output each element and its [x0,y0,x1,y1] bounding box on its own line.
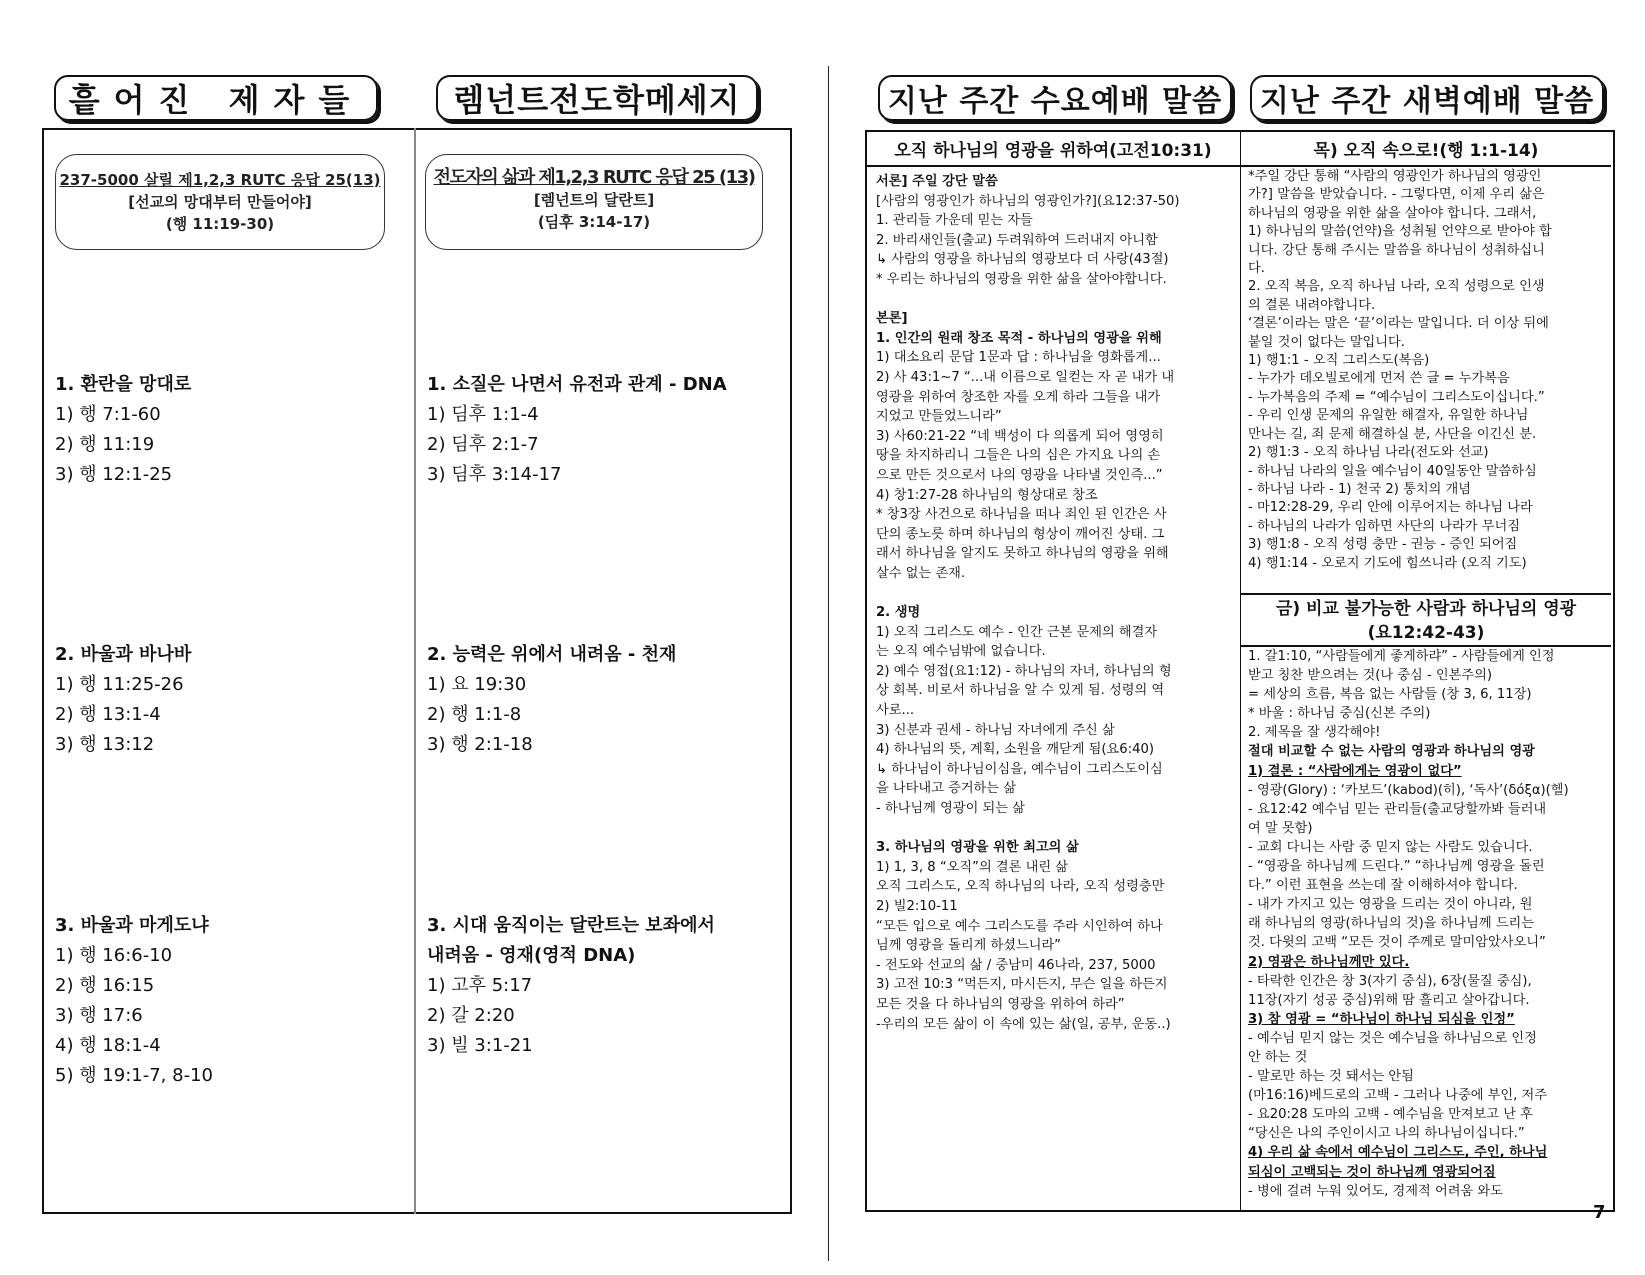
verse-item: 2) 딤후 2:1-7 [427,434,539,455]
sermon-line: - 영광(Glory) : ‘카보드’(kabod)(히), ‘독사’(δόξα)(헬) [1248,782,1569,798]
sermon-line: ↳ 하나님이 하나님이심을, 예수님이 그리스도이심 [876,761,1163,777]
title-dawn-service: 지난 주간 새벽예배 말씀 [1250,75,1604,121]
sermon-line: 만나는 길, 죄 문제 해결하실 분, 사단을 이긴신 분. [1248,426,1537,442]
verse-item: 1) 행 16:6-10 [55,945,173,966]
sermon-line: 1) 오직 그리스도 예수 - 인간 근본 문제의 해결자 [876,624,1158,640]
sermon-line: 상 회복. 비로서 하나님을 알 수 있게 됨. 성령의 역 [876,683,1165,699]
box1-line3: (행 11:19-30) [165,215,275,233]
sermon-line: - 병에 걸려 누워 있어도, 경제적 어려움 와도 [1248,1183,1503,1199]
sermon-line: - 마12:28-29, 우리 안에 이루어지는 하나님 나라 [1248,500,1533,516]
thursday-sermon-body [1248,168,1606,573]
sermon-line: 2) 예수 영접(요1:12) - 하나님의 자녀, 하나님의 형 [876,663,1172,679]
sermon-line: 래 하나님의 영광(하나님의 것)을 하나님께 드리는 [1248,916,1535,932]
sermon-line: 2. 제목을 잘 생각해야! [1248,725,1381,741]
title-remnant-evangelism: 렘넌트전도학메세지 [436,75,758,121]
verse-item: 4) 행 18:1-4 [55,1035,161,1056]
sermon-line: - 우리 인생 문제의 유일한 해결자, 유일한 하나님 [1248,408,1529,424]
box2-line1: 전도자의 삶과 제1,2,3 RUTC 응답 25 (13) [433,167,755,188]
sermon-line: - 요12:42 예수님 믿는 관리들(출교당할까봐 들러내 [1248,801,1547,817]
col1-section-1 [55,370,191,490]
sermon-line: 3) 신분과 권세 - 하나님 자녀에게 주신 삶 [876,722,1115,738]
sermon-line [876,819,1234,839]
sermon-line: -우리의 모든 삶이 이 속에 있는 삶(일, 공부, 운동..) [876,1016,1171,1032]
sermon-line: [사람의 영광인가 하나님의 영광인가?](요12:37-50) [876,193,1180,209]
verse-item: 5) 행 19:1-7, 8-10 [55,1065,213,1086]
page-number: 7 [1593,1202,1606,1223]
sermon-line: ‘결론’이라는 말은 ‘끝’이라는 말입니다. 더 이상 뒤에 [1248,316,1549,332]
sermon-line: 4) 우리 삶 속에서 예수님이 그리스도, 주인, 하나님 [1248,1145,1548,1161]
verse-item: 3) 행 13:12 [55,734,155,755]
sermon-line: - 누가복음의 주제 = “예수님이 그리스도이십니다.” [1248,389,1545,405]
sermon-line: “모든 입으로 예수 그리스도를 주라 시인하여 하나 [876,918,1163,934]
sermon-line: 을 나타내고 증거하는 삶 [876,781,1016,797]
sermon-line: 2) 빌2:10-11 [876,898,958,914]
sermon-line: 3) 사60:21-22 “네 백성이 다 의롭게 되어 영영히 [876,428,1164,444]
sermon-line: 1) 하나님의 말씀(언약)을 성취될 언약으로 받아야 합 [1248,224,1552,240]
sermon-line: 2) 행1:3 - 오직 하나님 나라(전도와 선교) [1248,445,1489,461]
sermon-line: 살수 없는 존재. [876,565,966,581]
verse-item: 2) 행 13:1-4 [55,704,161,725]
thursday-sermon-title: 목) 오직 속으로!(행 1:1-14) [1241,131,1611,167]
sermon-line: 땅을 차지하리니 그들은 나의 심은 가지요 나의 손 [876,448,1161,464]
sermon-line: 3) 고전 10:3 “먹든지, 마시든지, 무슨 일을 하든지 [876,977,1168,993]
friday-sermon-title [1241,597,1611,645]
sermon-line: 1) 대소요리 문답 1문과 답 : 하나님을 영화롭게... [876,350,1161,366]
verse-item: 1) 행 7:1-60 [55,404,161,425]
title-wednesday-service: 지난 주간 수요예배 말씀 [878,75,1232,121]
section-heading: 3. 바울과 마게도냐 [55,915,209,936]
left-column-divider [414,128,416,1214]
sermon-line: 1) 행1:1 - 오직 그리스도(복음) [1248,353,1430,369]
sermon-line: * 창3장 사건으로 하나님을 떠나 죄인 된 인간은 사 [876,507,1167,523]
sermon-line: 영광을 위하여 창조한 자를 오게 하라 그들을 내가 [876,389,1161,405]
verse-item: 3) 빌 3:1-21 [427,1035,533,1056]
sermon-line: 모든 것을 다 하나님의 영광을 위하여 하라” [876,996,1125,1012]
sermon-line: *주일 강단 통해 “사람의 영광인가 하나님의 영광인 [1248,169,1542,184]
sermon-line: * 바울 : 하나님 중심(신본 주의) [1248,706,1431,722]
box2-line2: [렘넌트의 달란트] [533,191,655,209]
sermon-line: - 말로만 하는 것 돼서는 안됨 [1248,1069,1414,1085]
right-column-divider [1240,130,1241,1210]
sermon-line: 다.” 이런 표현을 쓰는데 잘 이해하셔야 합니다. [1248,878,1518,894]
sermon-line: 되심이 고백되는 것이 하나님께 영광되어짐 [1248,1164,1496,1180]
sermon-line: 4) 창1:27-28 하나님의 형상대로 창조 [876,487,1098,503]
sermon-line: 니다. 강단 통해 주시는 말씀을 하나님이 성취하십니 [1248,242,1545,258]
verse-item: 3) 딤후 3:14-17 [427,464,562,485]
sermon-line: - 내가 가지고 있는 영광을 드리는 것이 아니라, 원 [1248,897,1533,913]
sermon-line: (마16:16)베드로의 고백 - 그러나 나중에 부인, 저주 [1248,1088,1547,1104]
sermon-line: 2. 바리새인들(출교) 두려워하여 드러내지 아니함 [876,232,1158,248]
sermon-line: 단의 종노릇 하며 하나님의 형상이 깨어진 상태. 그 [876,526,1165,542]
sermon-line: 가?] 말씀을 받았습니다. - 그렇다면, 이제 우리 삶은 [1248,187,1545,203]
sermon-line: 3) 참 영광 = “하나님이 하나님 되심을 인정” [1248,1011,1515,1027]
sermon-line: 1. 갈1:10, “사람들에게 좋게하랴” - 사람들에게 인정 [1248,649,1555,664]
friday-title-line1: 금) 비교 불가능한 사람과 하나님의 영광 [1275,599,1577,619]
verse-item: 1) 요 19:30 [427,674,527,695]
verse-item: 1) 딤후 1:1-4 [427,404,539,425]
sermon-header-box-2 [425,154,763,250]
sermon-line: - 전도와 선교의 삶 / 중남미 46나라, 237, 5000 [876,957,1156,973]
col2-section-3 [427,911,715,1061]
sermon-line: 4) 행1:14 - 오로지 기도에 힘쓰니라 (오직 기도) [1248,555,1527,571]
sermon-line: “당신은 나의 주인이시고 나의 하나님이십니다.” [1248,1126,1525,1142]
sermon-line: - 하나님 나라 - 1) 천국 2) 통치의 개념 [1248,481,1471,497]
sermon-line: 2) 사 43:1~7 “...내 이름으로 일컫는 자 곧 내가 내 [876,369,1175,385]
title-scattered-disciples: 흩어진 제자들 [54,75,378,121]
sermon-line: 안 하는 것 [1248,1049,1308,1065]
verse-item: 2) 행 16:15 [55,975,155,996]
sermon-line: * 우리는 하나님의 영광을 위한 삶을 살아야합니다. [876,271,1167,287]
sermon-line: 3) 행1:8 - 오직 성령 충만 - 권능 - 증인 되어짐 [1248,537,1518,553]
sermon-line: 으로 만든 것으로서 나의 영광을 나타낼 것인즉...” [876,467,1163,483]
sermon-line [876,583,1234,603]
box1-line1: 237-5000 살릴 제1,2,3 RUTC 응답 25(13) [59,171,381,189]
verse-item: 2) 행 11:19 [55,434,155,455]
section-heading-cont: 내려옴 - 영재(영적 DNA) [427,945,636,966]
verse-item: 1) 고후 5:17 [427,975,533,996]
wednesday-sermon-title: 오직 하나님의 영광을 위하여(고전10:31) [866,131,1240,167]
sermon-line: 님께 영광을 돌리게 하셨느니라” [876,938,1062,954]
sermon-line: 여 말 못함) [1248,820,1313,836]
sermon-line: - 교회 다니는 사람 중 믿지 않는 사람도 있습니다. [1248,839,1533,855]
sermon-line: 것. 다윗의 고백 “모든 것이 주께로 말미암았사오니” [1248,935,1546,951]
box1-line2: [선교의 망대부터 만들어야] [128,193,312,211]
verse-item: 3) 행 17:6 [55,1005,143,1026]
verse-item: 2) 행 1:1-8 [427,704,522,725]
sermon-line: 11장(자기 성공 중심)위해 땀 흘리고 살아갑니다. [1248,992,1530,1008]
friday-top-rule [1241,593,1611,595]
sermon-line: = 세상의 흐름, 복음 없는 사람들 (창 3, 6, 11장) [1248,687,1532,703]
section-heading: 3. 시대 움직이는 달란트는 보좌에서 [427,915,715,936]
sermon-line: 2) 영광은 하나님께만 있다. [1248,954,1410,970]
sermon-line: 3. 하나님의 영광을 위한 최고의 삶 [876,840,1079,856]
sermon-line [876,290,1234,310]
sermon-line: 받고 칭찬 받으려는 것(나 중심 - 인본주의) [1248,668,1493,684]
sermon-line: 오직 그리스도, 오직 하나님의 나라, 오직 성령충만 [876,879,1165,895]
sermon-line: 2. 생명 [876,605,921,621]
verse-item: 3) 행 2:1-18 [427,734,533,755]
verse-item: 2) 갈 2:20 [427,1005,515,1026]
sermon-line: - 누가가 데오빌로에게 먼저 쓴 글 = 누가복음 [1248,371,1510,387]
sermon-line: 1. 인간의 원래 창조 목적 - 하나님의 영광을 위해 [876,330,1162,346]
col1-section-2 [55,640,191,760]
section-heading: 1. 환란을 망대로 [55,374,192,395]
verse-item: 1) 행 11:25-26 [55,674,184,695]
sermon-line: - 예수님 믿지 않는 것은 예수님을 하나님으로 인정 [1248,1030,1537,1046]
sermon-line: 1) 결론 : “사람에게는 영광이 없다” [1248,763,1462,779]
sermon-line: - 하나님 나라의 일을 예수님이 40일동안 말씀하심 [1248,463,1537,479]
page-divider [828,66,829,1261]
verse-item: 3) 행 12:1-25 [55,464,173,485]
box2-line3: (딤후 3:14-17) [537,213,651,231]
sermon-line: - 타락한 인간은 창 3(자기 중심), 6장(물질 중심), [1248,973,1532,989]
sermon-line: 본론] [876,311,908,327]
wednesday-sermon-body [876,172,1234,1034]
friday-sermon-body [1248,647,1606,1201]
sermon-line: 2. 오직 복음, 오직 하나님 나라, 오직 성령으로 인생 [1248,279,1545,295]
sermon-line: 4) 하나님의 뜻, 계획, 소원을 깨닫게 됨(요6:40) [876,742,1155,758]
sermon-line: 는 오직 예수님밖에 없습니다. [876,644,1046,660]
col2-section-1 [427,370,727,490]
sermon-line: - “영광을 하나님께 드린다.” “하나님께 영광을 돌린 [1248,859,1545,875]
sermon-line: 의 결론 내려야합니다. [1248,297,1376,313]
sermon-line: - 요20:28 도마의 고백 - 예수님을 만져보고 난 후 [1248,1107,1533,1123]
sermon-line: 지었고 만들었느니라” [876,409,1002,425]
sermon-line: 하나님의 영광을 위한 삶을 살아야 합니다. 그래서, [1248,205,1537,221]
sermon-line: 절대 비교할 수 없는 사람의 영광과 하나님의 영광 [1248,744,1535,760]
sermon-line: 다. [1248,261,1265,277]
sermon-line: 서론] 주일 강단 말씀 [876,174,998,189]
sermon-line: - 하나님의 나라가 임하면 사단의 나라가 무너짐 [1248,518,1520,534]
col1-section-3 [55,911,213,1091]
sermon-line: 사로... [876,703,915,719]
sermon-line: ↳ 사람의 영광을 하나님의 영광보다 더 사랑(43절) [876,252,1169,268]
section-heading: 2. 바울과 바나바 [55,644,192,665]
sermon-header-box-1 [55,154,385,250]
friday-title-line2: (요12:42-43) [1367,623,1485,643]
col2-section-2 [427,640,676,760]
sermon-line: 1) 1, 3, 8 “오직”의 결론 내린 삶 [876,859,1069,875]
sermon-line: 래서 하나님을 알지도 못하고 하나님의 영광을 위해 [876,546,1169,562]
sermon-line: - 하나님께 영광이 되는 삶 [876,801,1025,816]
section-heading: 2. 능력은 위에서 내려옴 - 천재 [427,644,677,665]
sermon-line: 1. 관리들 가운데 믿는 자들 [876,213,1033,229]
sermon-line: 붙일 것이 없다는 말입니다. [1248,334,1405,350]
section-heading: 1. 소질은 나면서 유전과 관계 - DNA [427,374,727,395]
